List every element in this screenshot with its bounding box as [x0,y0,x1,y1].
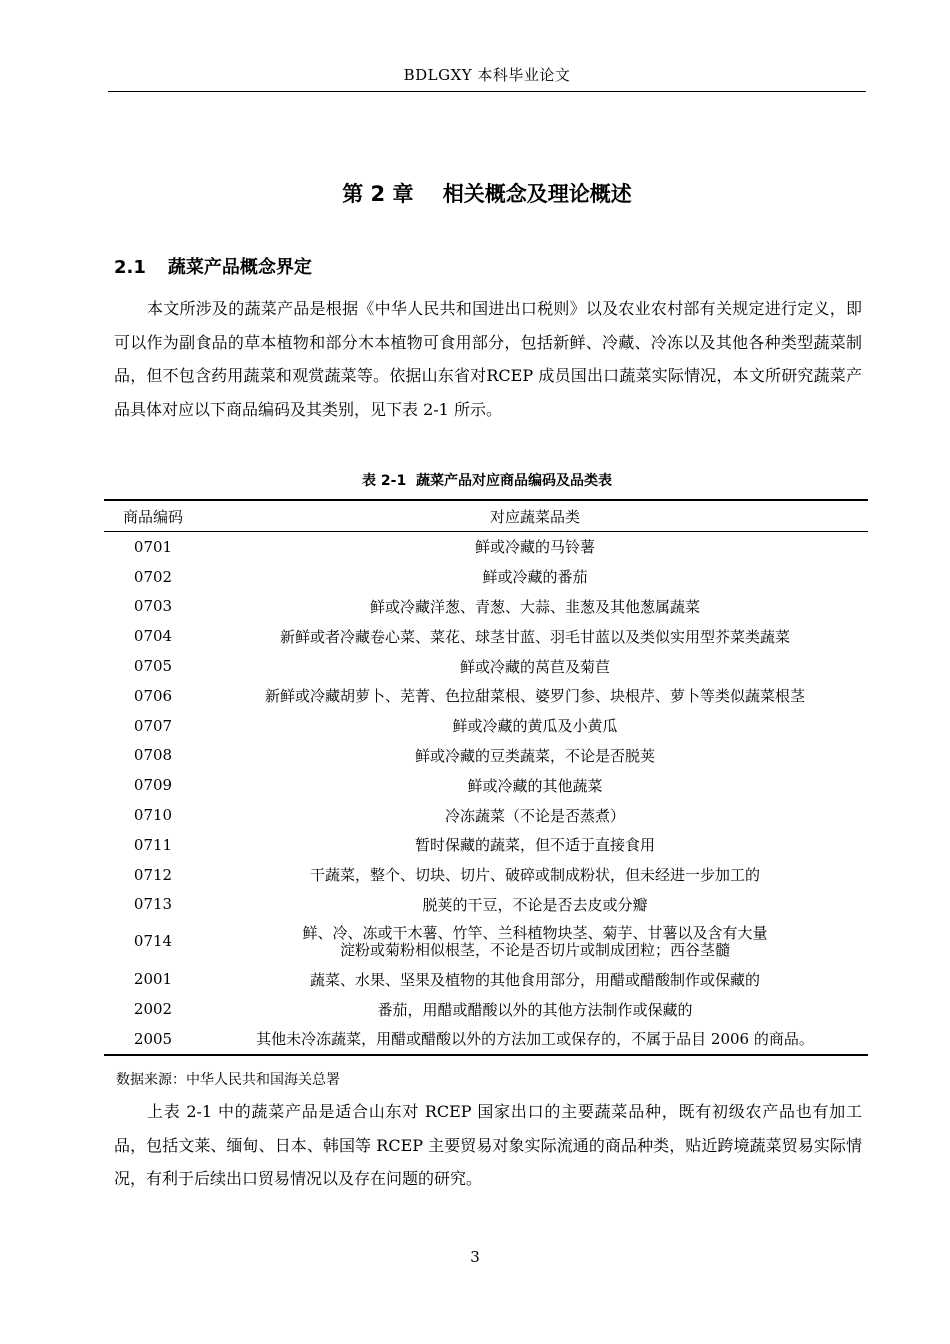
cell-code: 0704 [133,627,173,646]
cell-category: 干蔬菜，整个、切块、切片、破碎或制成粉状，但未经进一步加工的 [309,866,760,885]
cell-code: 0705 [133,657,173,676]
table-row [104,741,868,771]
cell-category: 鲜或冷藏的番茄 [482,568,588,587]
section-heading [114,253,312,279]
table-row [104,994,868,1024]
cell-category: 鲜或冷藏的其他蔬菜 [467,776,603,795]
cell-code: 2005 [133,1029,173,1048]
cell-category: 蔬菜、水果、坚果及植物的其他食用部分，用醋或醋酸制作或保藏的 [309,970,760,989]
cell-category: 其他未冷冻蔬菜，用醋或醋酸以外的方法加工或保存的，不属于品目 2006 的商品。 [256,1030,814,1049]
cell-code: 0711 [133,835,173,854]
cell-code: 0707 [133,716,173,735]
table-row [104,1024,868,1055]
table-row [104,621,868,651]
cell-code: 0712 [133,865,173,884]
cell-category: 冷冻蔬菜（不论是否蒸煮） [444,806,625,825]
cell-category: 新鲜或冷藏胡萝卜、芜菁、色拉甜菜根、婆罗门参、块根芹、萝卜等类似蔬菜根茎 [264,687,805,706]
table-row [104,830,868,860]
cell-category: 番茄，用醋或醋酸以外的其他方法制作或保藏的 [377,1000,693,1019]
table-source-note: 数据来源：中华人民共和国海关总署 [116,1072,340,1088]
cell-code: 0703 [133,597,173,616]
page-number: 3 [470,1248,480,1266]
table-row [104,532,868,562]
cell-category: 鲜或冷藏的马铃薯 [474,538,595,557]
table-row [104,562,868,592]
cell-code: 0702 [133,567,173,586]
vegetable-code-table [104,499,868,1056]
cell-code: 0708 [133,746,173,765]
table-row [104,770,868,800]
section-number: 2.1 [114,257,146,278]
cell-category: 暂时保藏的蔬菜，但不适于直接食用 [414,836,655,855]
cell-code: 2001 [133,970,173,989]
header-rule [108,91,866,92]
cell-category: 鲜、冷、冻或干木薯、竹竿、兰科植物块茎、菊芋、甘薯以及含有大量淀粉或菊粉相似根茎，不论是否切片或制成团粒；西谷茎髓 [302,923,768,959]
cell-code: 0710 [133,806,173,825]
cell-code: 0709 [133,776,173,795]
cell-category: 鲜或冷藏的黄瓜及小黄瓜 [452,717,618,736]
body-paragraph-summary: 上表 2-1 中的蔬菜产品是适合山东对 RCEP 国家出口的主要蔬菜品种，既有初级农产品也有加工品，包括文莱、缅甸、日本、韩国等 RCEP 主要贸易对象实际流通的商品种类，贴近跨境蔬菜贸易实际情况，有利于后续出口贸易情况以及存在问题的研究。 [114,1102,862,1188]
cell-code: 2002 [133,1000,173,1019]
table-row [104,592,868,622]
cell-category: 鲜或冷藏的莴苣及菊苣 [459,657,610,676]
column-header-category: 对应蔬菜品类 [202,500,868,532]
table-row [104,800,868,830]
cell-code: 0714 [133,932,173,951]
cell-code: 0706 [133,686,173,705]
page-header: BDLGXY 本科毕业论文 [403,66,571,84]
body-paragraph-intro: 本文所涉及的蔬菜产品是根据《中华人民共和国进出口税则》以及农业农村部有关规定进行定义，即可以作为副食品的草本植物和部分木本植物可食用部分，包括新鲜、冷藏、冷冻以及其他各种类型蔬菜制品，但不包含药用蔬菜和观赏蔬菜等。依据山东省对RCEP 成员国出口蔬菜实际情况，本文所研究蔬菜产品具体对应以下商品编码及其类别，见下表 2-1 所示。 [114,299,862,419]
table-row [104,919,868,964]
column-header-code: 商品编码 [104,500,202,532]
table-row [104,711,868,741]
table-caption: 表 2-1 蔬菜产品对应商品编码及品类表 [362,473,612,489]
table-header-row [104,500,868,532]
cell-category: 新鲜或者冷藏卷心菜、菜花、球茎甘蓝、羽毛甘蓝以及类似实用型芥菜类蔬菜 [279,627,790,646]
table-row [104,964,868,994]
table-row [104,651,868,681]
section-title: 蔬菜产品概念界定 [167,257,312,278]
cell-code: 0713 [133,895,173,914]
table-row [104,860,868,890]
table-row [104,681,868,711]
cell-category: 鲜或冷藏洋葱、青葱、大蒜、韭葱及其他葱属蔬菜 [369,597,700,616]
chapter-title: 第 2 章 相关概念及理论概述 [342,182,632,206]
cell-category: 鲜或冷藏的豆类蔬菜，不论是否脱荚 [414,746,655,765]
cell-code: 0701 [133,537,173,556]
table-row [104,890,868,920]
cell-category: 脱荚的干豆，不论是否去皮或分瓣 [422,895,648,914]
